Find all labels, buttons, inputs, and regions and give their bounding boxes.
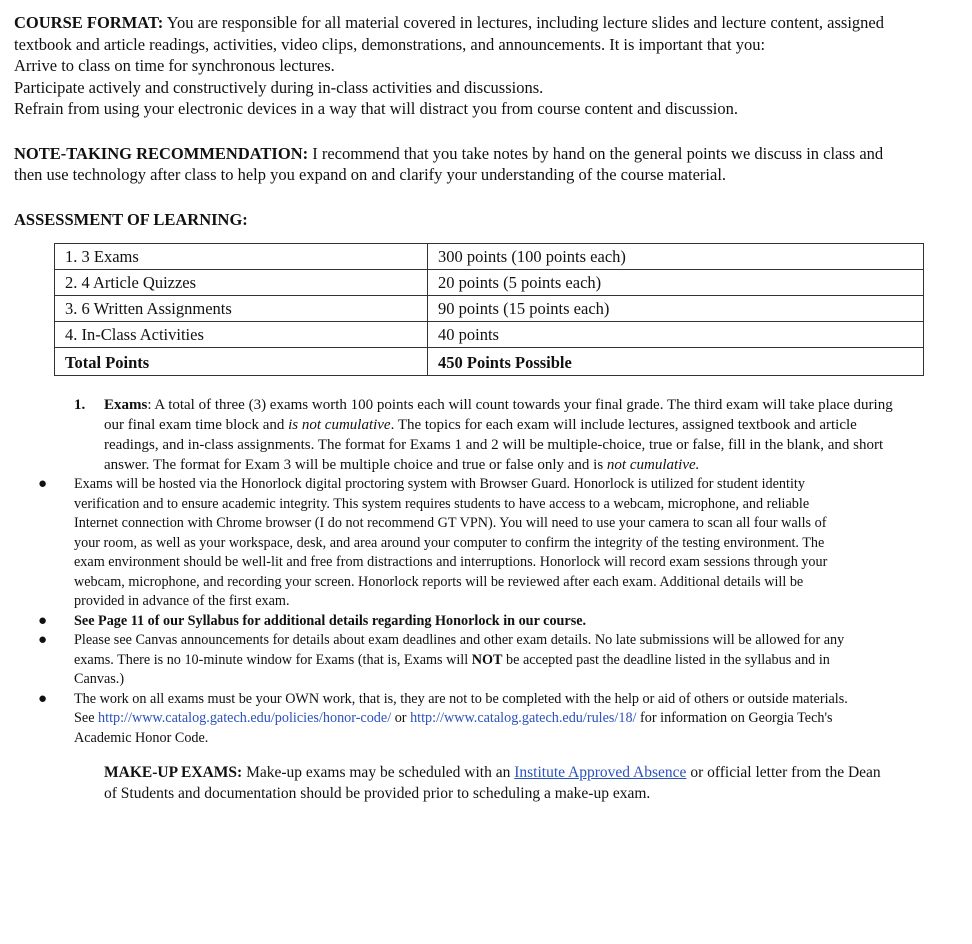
total-row: Total Points 450 Points Possible (55, 348, 924, 376)
course-format-heading: COURSE FORMAT: (14, 13, 164, 32)
honor-code-link[interactable]: http://www.catalog.gatech.edu/policies/honor-code/ (98, 710, 392, 726)
bullet-icon: ● (38, 612, 48, 629)
list-item: Participate actively and constructively during in-class activities and discussions. (14, 77, 544, 97)
course-format-list (14, 55, 814, 120)
bullet-icon: ● (38, 632, 48, 648)
list-item: Refrain from using your electronic devices in a way that will distract you from course content and discussion. (14, 99, 738, 118)
list-item: ● Exams will be hosted via the Honorlock digital proctoring system with Browser Guard. Honorlock is utilized for student identity verification and to ensure academic integrity. This system requires students to have access to a webcam, microphone, and reliable Internet connection with Chrome browser (I do not recommend GT VPN). You will need to use your camera to scan all four walls of your room, as well as your workspace, desk, and area around your computer to confirm the integrity of the testing environment. The exam environment should be well-lit and free from distractions and interruptions. Honorlock will record exam sessions through your webcam, microphone, and recording your screen. Honorlock reports will be reviewed after each exam. Additional details will be provided in advance of the first exam. (38, 476, 828, 609)
note-taking-paragraph: NOTE-TAKING RECOMMENDATION: I recommend that you take notes by hand on the general points we discuss in class and then use technology after class to help you expand on and clarify your understanding of the course material. (14, 143, 884, 184)
list-item: ● See Page 11 of our Syllabus for additional details regarding Honorlock in our course. (74, 612, 850, 632)
bullet-icon: ● (38, 476, 48, 492)
makeup-exams-paragraph: MAKE-UP EXAMS: Make-up exams may be scheduled with an Institute Approved Absence or official letter from the Dean of Students and documentation should be provided prior to scheduling a make-up exam. (104, 764, 881, 802)
rules-18-link[interactable]: http://www.catalog.gatech.edu/rules/18/ (410, 710, 637, 726)
exams-details-list (38, 475, 850, 748)
table-row: 2. 4 Article Quizzes 20 points (5 points each) (55, 270, 924, 296)
table-row: 3. 6 Written Assignments 90 points (15 points each) (55, 296, 924, 322)
exams-section: 1. Exams: A total of three (3) exams worth 100 points each will count towards your final grade. The third exam will take place during our final exam time block and is not cumulative. The topics for each exam will include lectures, assigned textbook and article readings, and in-class assignments. The format for Exams 1 and 2 will be multiple-choice, true or false, fill in the blank, and short answer. The format for Exam 3 will be multiple choice and true or false only and is not cumulative. ● Exams will be hosted via the Honorlock digital proctoring system with Browser Guard. Honorlock is utilized for student identity verification and to ensure academic integrity. This system requires students to have access to a webcam, microphone, and reliable Internet connection with Chrome browser (I do not recommend GT VPN). You will need to use your camera to scan all four walls of your room, as well as your workspace, desk, and area around your computer to confirm the integrity of the testing environment. The exam environment should be well-lit and free from distractions and interruptions. Honorlock will record exam sessions through your webcam, microphone, and recording your screen. Honorlock reports will be reviewed after each exam. Additional details will be provided in advance of the first exam. ● See Page 11 of our Syllabus for additional details regarding Honorlock in our course. ● Please see Canvas announcements for details about exam deadlines and other exam details. No late submissions will be allowed for any exams. There is no 10-minute window for Exams (that is, Exams will NOT be accepted past the deadline listed in the syllabus and in Canvas.) ● The work on all exams must be your OWN work, that is, they are not to be completed with the help or aid of others or outside materials. See http://www.catalog.gatech.edu/policies/honor-code/ or http://www.catalog.gatech.edu/rules/18/ for information on Georgia Tech's Academic Honor Code. (74, 395, 912, 748)
course-format-paragraph: COURSE FORMAT: You are responsible for all material covered in lectures, including lecture slides and lecture content, assigned textbook and article readings, activities, video clips, demonstrations, and announcements. It is important that you: (14, 13, 884, 54)
list-item: Arrive to class on time for synchronous lectures. (14, 56, 335, 75)
note-taking-heading: NOTE-TAKING RECOMMENDATION: (14, 143, 309, 163)
makeup-heading: MAKE-UP EXAMS: (104, 764, 243, 781)
institute-approved-absence-link[interactable]: Institute Approved Absence (514, 764, 687, 781)
bullet-icon: ● (38, 690, 48, 707)
exams-number: 1. (74, 397, 86, 413)
list-item: ● Please see Canvas announcements for details about exam deadlines and other exam details. No late submissions will be allowed for any exams. There is no 10-minute window for Exams (that is, Exams will NOT be accepted past the deadline listed in the syllabus and in Canvas.) (38, 632, 845, 687)
assessment-heading: ASSESSMENT OF LEARNING: (14, 209, 248, 229)
exams-title: Exams (104, 397, 148, 413)
table-row: 4. In-Class Activities 40 points (55, 322, 924, 348)
list-item: ● The work on all exams must be your OWN work, that is, they are not to be completed with the help or aid of others or outside materials. See http://www.catalog.gatech.edu/policies/honor-code/ or http://www.catalog.gatech.edu/rules/18/ for information on Georgia Tech's Academic Honor Code. (38, 690, 848, 746)
assessment-table (54, 243, 924, 376)
table-row: 1. 3 Exams 300 points (100 points each) (55, 244, 924, 270)
